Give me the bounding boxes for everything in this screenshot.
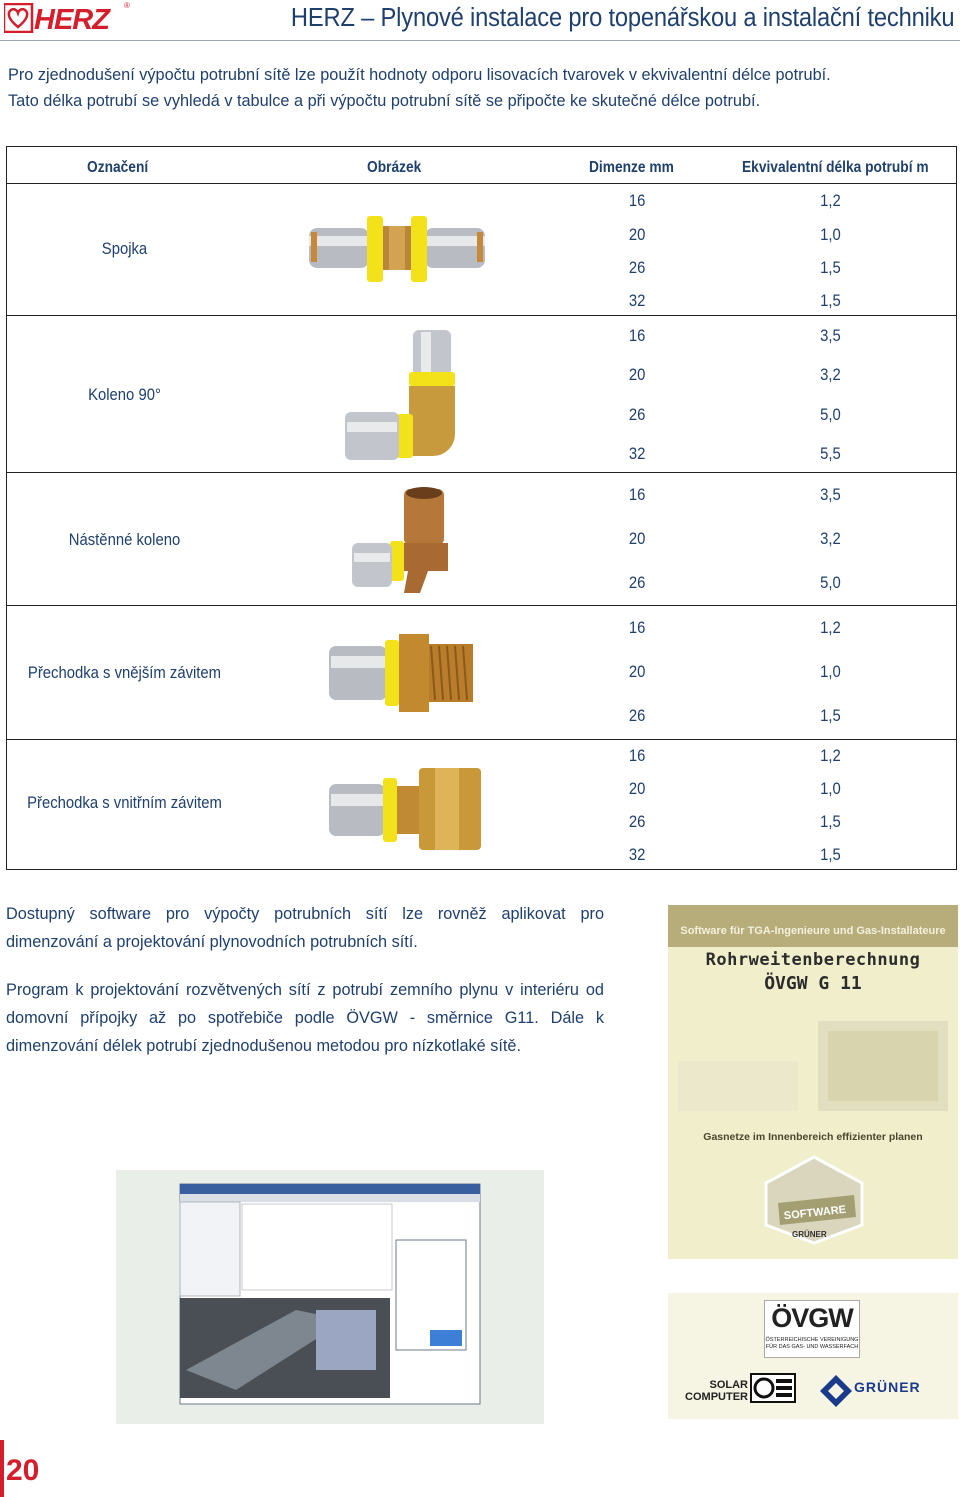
wall-elbow-icon bbox=[342, 483, 467, 601]
partner-logos bbox=[668, 1293, 958, 1419]
elbow-90-icon bbox=[337, 326, 472, 466]
ovgw-logo bbox=[764, 1300, 860, 1358]
dimension-cell: 32 bbox=[628, 445, 646, 463]
equivalent-length-table bbox=[6, 146, 957, 870]
coupling-icon bbox=[307, 206, 487, 292]
cover-tagline: Gasnetze im Innenbereich effizienter planen bbox=[703, 1131, 923, 1143]
table-group-nastenne-koleno bbox=[7, 473, 956, 606]
software-box-cover bbox=[668, 905, 958, 1259]
col-header-dimension: Dimenze mm bbox=[589, 159, 674, 176]
equivalent-cell: 5,0 bbox=[820, 574, 841, 592]
equivalent-cell: 1,2 bbox=[820, 619, 841, 637]
equivalent-cell: 1,2 bbox=[820, 747, 841, 765]
equivalent-cell: 1,5 bbox=[820, 846, 841, 864]
dimension-cell: 16 bbox=[628, 327, 646, 345]
dimension-cell: 20 bbox=[628, 663, 646, 681]
intro-line: Tato délka potrubí se vyhledá v tabulce a při výpočtu potrubní sítě se připočte ke skutečné délce potrubí. bbox=[8, 92, 761, 110]
cover-title: Rohrweitenberechnung bbox=[705, 950, 921, 970]
equivalent-cell: 1,0 bbox=[820, 663, 841, 681]
dimension-cell: 20 bbox=[628, 366, 646, 384]
dimension-cell: 20 bbox=[628, 780, 646, 798]
equivalent-cell: 1,5 bbox=[820, 707, 841, 725]
logo-registered-mark: ® bbox=[124, 1, 130, 10]
dimension-cell: 16 bbox=[628, 486, 646, 504]
dimension-cell: 20 bbox=[628, 226, 646, 244]
ovgw-logo-text: ÖVGW bbox=[771, 1303, 853, 1333]
female-thread-adapter-icon bbox=[327, 764, 487, 854]
fitting-name: Spojka bbox=[101, 240, 148, 258]
software-description bbox=[6, 900, 604, 1060]
equivalent-cell: 1,2 bbox=[820, 192, 841, 210]
header-divider bbox=[0, 40, 960, 41]
fitting-name: Nástěnné koleno bbox=[68, 531, 181, 549]
intro-text bbox=[8, 62, 958, 114]
software-paragraph: Program k projektování rozvětvených sítí z potrubí zemního plynu v interiéru od domovní přípojky až po spotřebiče podle ÖVGW - směrnice G11. Dále k dimenzování délek potrubí zjednodušenou metodou pro nízkotlaké sítě. bbox=[6, 981, 604, 1055]
cover-subtitle: Software für TGA-Ingenieure und Gas-Installateure bbox=[680, 925, 946, 937]
dimension-cell: 26 bbox=[628, 707, 646, 725]
col-header-image: Obrázek bbox=[367, 159, 422, 176]
table-group-vnejsi-zavit bbox=[7, 606, 956, 740]
page-number: 20 bbox=[6, 1454, 40, 1487]
herz-logo bbox=[4, 3, 130, 33]
equivalent-cell: 5,5 bbox=[820, 445, 841, 463]
equivalent-cell: 3,2 bbox=[820, 366, 841, 384]
solar-computer-logo-text: SOLAR COMPUTER bbox=[685, 1379, 748, 1403]
badge-brand: GRÜNER bbox=[792, 1230, 827, 1239]
equivalent-cell: 1,0 bbox=[820, 226, 841, 244]
equivalent-cell: 3,5 bbox=[820, 486, 841, 504]
ovgw-logo-subtitle: ÖSTERREICHISCHE VEREINIGUNG FÜR DAS GAS- UND WASSERFACH bbox=[765, 1337, 859, 1350]
col-header-name: Označení bbox=[87, 159, 149, 176]
gruner-logo-text: GRÜNER bbox=[854, 1379, 921, 1395]
page-number-bar bbox=[0, 1440, 4, 1497]
fitting-name: Koleno 90° bbox=[88, 386, 161, 404]
fitting-name: Přechodka s vnitřním závitem bbox=[27, 794, 222, 812]
fitting-name: Přechodka s vnějším závitem bbox=[27, 664, 222, 682]
equivalent-cell: 1,5 bbox=[820, 813, 841, 831]
table-group-spojka bbox=[7, 184, 956, 316]
logo-text: HERZ bbox=[34, 4, 109, 33]
equivalent-cell: 1,0 bbox=[820, 780, 841, 798]
solar-computer-logo-icon bbox=[750, 1373, 796, 1403]
cover-title-standard: ÖVGW G 11 bbox=[764, 973, 862, 994]
software-paragraph: Dostupný software pro výpočty potrubních sítí lze rovněž aplikovat pro dimenzování a projektování plynovodních potrubních sítí. bbox=[6, 905, 604, 951]
equivalent-cell: 3,2 bbox=[820, 530, 841, 548]
equivalent-cell: 5,0 bbox=[820, 406, 841, 424]
page-title: HERZ – Plynové instalace pro topenářskou a instalační techniku bbox=[290, 4, 954, 32]
dimension-cell: 26 bbox=[628, 813, 646, 831]
dimension-cell: 26 bbox=[628, 406, 646, 424]
page-header bbox=[0, 0, 960, 42]
dimension-cell: 20 bbox=[628, 530, 646, 548]
dimension-cell: 16 bbox=[628, 192, 646, 210]
dimension-cell: 26 bbox=[628, 574, 646, 592]
dimension-cell: 26 bbox=[628, 259, 646, 277]
dimension-cell: 32 bbox=[628, 846, 646, 864]
table-group-koleno bbox=[7, 316, 956, 473]
equivalent-cell: 1,5 bbox=[820, 259, 841, 277]
male-thread-adapter-icon bbox=[327, 632, 477, 716]
cover-background-illustration bbox=[668, 1001, 958, 1121]
badge-label: SOFTWARE bbox=[783, 1203, 847, 1223]
dimension-cell: 32 bbox=[628, 292, 646, 310]
dimension-cell: 16 bbox=[628, 747, 646, 765]
dimension-cell: 16 bbox=[628, 619, 646, 637]
col-header-equivalent: Ekvivalentní délka potrubí m bbox=[742, 159, 929, 176]
intro-line: Pro zjednodušení výpočtu potrubní sítě lze použít hodnoty odporu lisovacích tvarovek v ekvivalentní délce potrubí. bbox=[8, 66, 831, 84]
equivalent-cell: 3,5 bbox=[820, 327, 841, 345]
equivalent-cell: 1,5 bbox=[820, 292, 841, 310]
software-screenshot-image bbox=[116, 1170, 544, 1424]
table-group-vnitrni-zavit bbox=[7, 740, 956, 870]
